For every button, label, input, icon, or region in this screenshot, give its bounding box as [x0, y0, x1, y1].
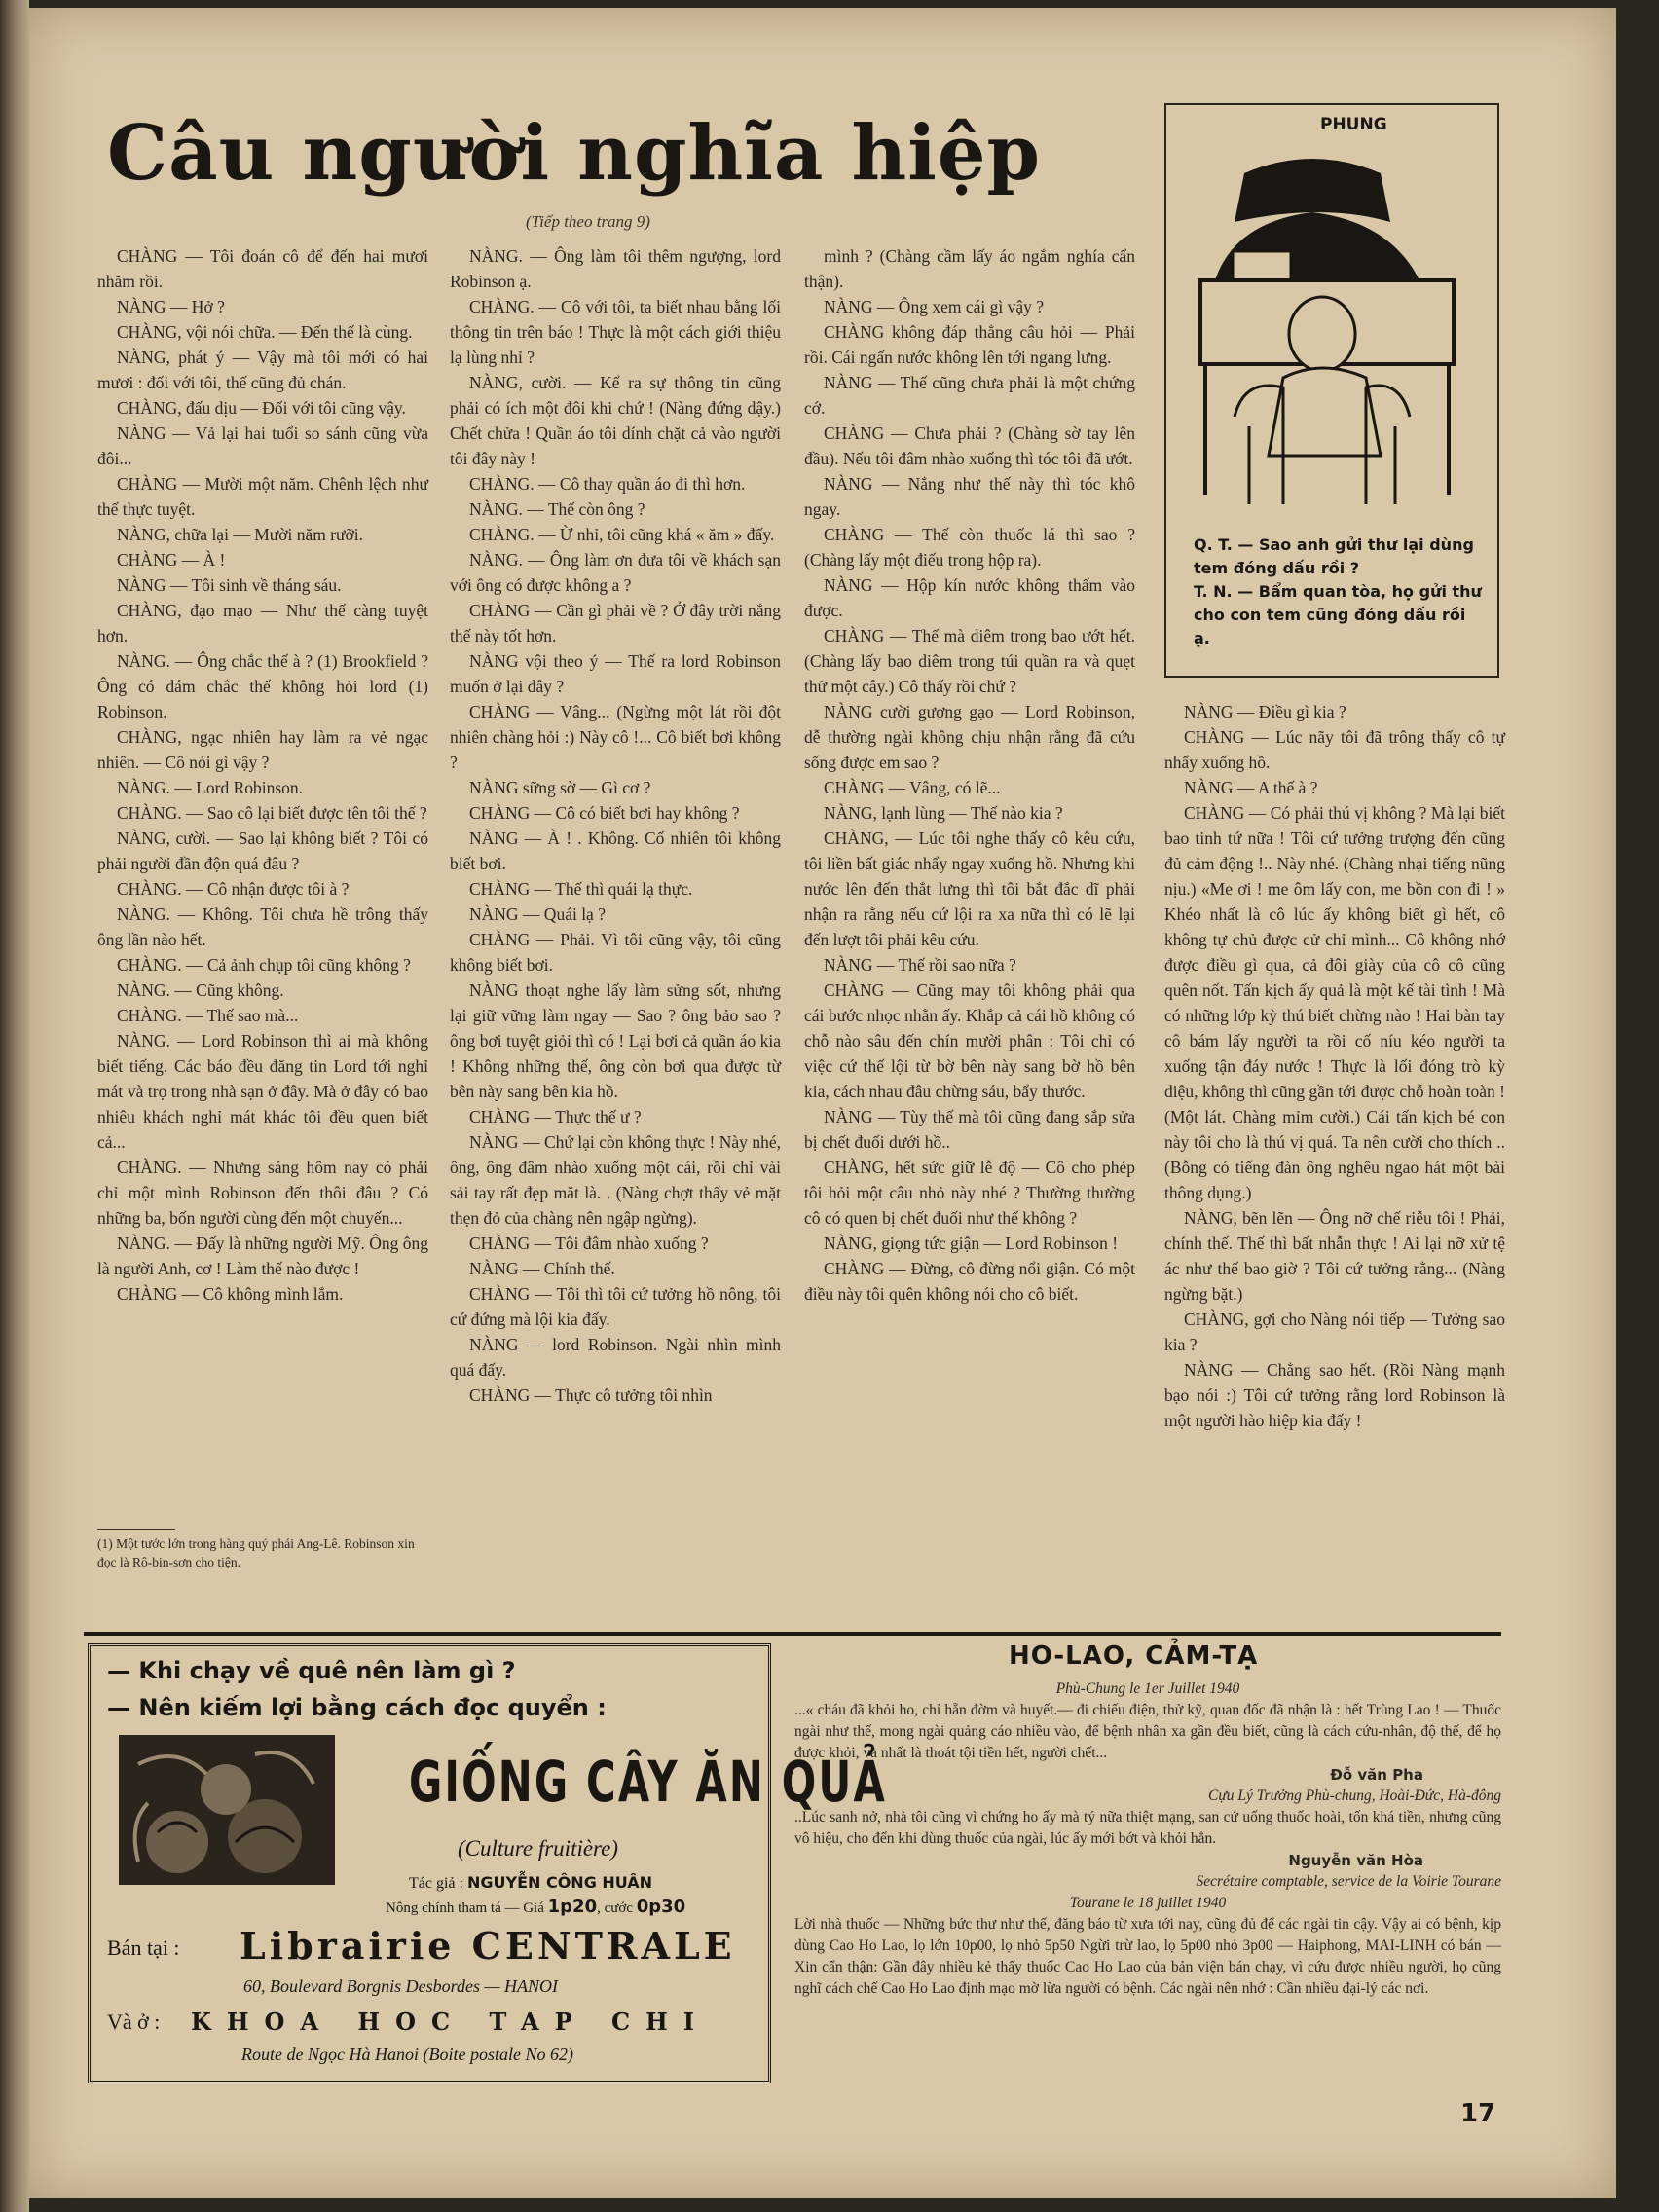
pharmacy-notice: Lời nhà thuốc — Những bức thư như thế, đăng báo từ xưa tới nay, cũng đủ để các ngài tin cậy. Vậy ai có bệnh, kịp dùng Cao Ho Lao, lọ lớn 10p00, lọ nhỏ 5p50 Ngừi trừ lao, lọ 5p00 nhỏ 3p00 — Haiphong, MAI-LINH có bán — Xin cẩn thận: Gần đây nhiều kẻ thấy thuốc Cao Ho Lao của bản viện bán chạy, vì cứu được nhiều người, họ cũng nghĩ cách chế Cao Ho Lao định mạo mờ lừa người có bệnh. Các ngài nên nhớ : Cần nhiều đại-lý các nơi.: [794, 1916, 1501, 1997]
dialogue-line: NÀNG. — Thế còn ông ?: [469, 499, 645, 519]
dialogue-line: NÀNG — Vả lại hai tuổi so sánh cũng vừa đôi...: [97, 424, 428, 468]
dialogue-line: NÀNG cười gượng gạo — Lord Robinson, dễ thường ngài không chịu nhận rằng đã cứu sống được em sao ?: [804, 702, 1135, 772]
dialogue-line: NÀNG — Chứ lại còn không thực ! Này nhé, ông, ông đâm nhào xuống một cái, rồi chỉ vài sải tay rất đẹp mắt là. . (Nàng chợt thấy vẻ mặt thẹn đỏ của chàng nên ngập ngừng).: [450, 1132, 781, 1228]
dialogue-line: CHÀNG — Tôi đoán cô để đến hai mươi nhăm rồi.: [97, 246, 428, 291]
cartoon-caption: [1194, 534, 1486, 650]
article-title: Câu người nghĩa hiệp: [107, 109, 1042, 198]
dialogue-line: NÀNG. — Ông làm ơn đưa tôi về khách sạn với ông có được không a ?: [450, 550, 781, 595]
dialogue-line: CHÀNG. — Thế sao mà...: [117, 1006, 299, 1025]
dialogue-line: NÀNG — Tùy thế mà tôi cũng đang sắp sửa bị chết đuối dưới hồ..: [804, 1107, 1135, 1152]
dialogue-line: CHÀNG — Vâng, có lẽ...: [824, 778, 1001, 797]
dialogue-line: CHÀNG — Cô có biết bơi hay không ?: [469, 803, 740, 823]
dialogue-line: CHÀNG — Vâng... (Ngừng một lát rồi đột nhiên chàng hỏi :) Này cô !... Cô biết bơi không ?: [450, 702, 781, 772]
dialogue-line: CHÀNG — Phải. Vì tôi cũng vậy, tôi cũng không biết bơi.: [450, 930, 781, 975]
dialogue-line: NÀNG — Thế cũng chưa phải là một chứng cớ.: [804, 373, 1135, 418]
dialogue-line: CHÀNG — Tôi thì tôi cứ tưởng hồ nông, tôi cứ đứng mà lội kia đấy.: [450, 1284, 781, 1329]
caption-question: Q. T. — Sao anh gửi thư lại dùng tem đóng dấu rồi ?: [1194, 535, 1474, 577]
ad-headline-2: — Nên kiếm lợi bằng cách đọc quyển :: [107, 1694, 607, 1721]
dialogue-line: NÀNG — Chẳng sao hết. (Rồi Nàng mạnh bạo nói :) Tôi cứ tưởng rằng lord Robinson là một người hào hiệp kia đấy !: [1164, 1360, 1505, 1430]
dialogue-line: CHÀNG, đạo mạo — Như thế càng tuyệt hơn.: [97, 601, 428, 645]
consult-label: Nông chính tham tá — Giá: [386, 1900, 544, 1916]
dialogue-line: NÀNG — lord Robinson. Ngài nhìn mình quá đấy.: [450, 1335, 781, 1380]
dialogue-line: NÀNG, phát ý — Vậy mà tôi mới có hai mươi : đối với tôi, thế cũng đủ chán.: [97, 348, 428, 392]
dialogue-line: CHÀNG. — Sao cô lại biết được tên tôi thế ?: [117, 803, 427, 823]
book-author-line: [409, 1873, 652, 1893]
book-price-line: [386, 1897, 685, 1917]
holao-ad-body: [794, 1678, 1501, 2000]
testimonial-1-text: ...« cháu đã khỏi ho, chỉ hẵn đờm và huyết.— đi chiếu điện, thử kỹ, quan đốc đã nhận là : hết Trùng Lao ! — Thuốc ngài như thế, mong ngài quảng cáo nhiều vào, để bệnh nhân xa gần đều biết, cũng là cách cứu-nhân, độ thế, để họ được khỏi, và nhất là thoát tội tiền hết, người chết...: [794, 1702, 1501, 1761]
dialogue-line: CHÀNG — Lúc nãy tôi đã trông thấy cô tự nhẩy xuống hồ.: [1164, 727, 1505, 772]
footnote: (1) Một tước lớn trong hàng quý phái Ang-Lê. Robinson xin đọc là Rô-bin-sơn cho tiện.: [97, 1536, 415, 1569]
dialogue-line: NÀNG — Thế rồi sao nữa ?: [824, 955, 1016, 975]
section-divider: [84, 1632, 1501, 1636]
testimonial-2-role: Secrétaire comptable, service de la Voirie Tourane: [1196, 1873, 1501, 1890]
dialogue-line: CHÀNG — Chưa phải ? (Chàng sờ tay lên đầu). Nếu tôi đâm nhào xuống thì tóc tôi đã ướt.: [804, 424, 1135, 468]
dialogue-line: NÀNG — Ông xem cái gì vậy ?: [824, 297, 1044, 316]
dialogue-line: NÀNG. — Ông làm tôi thêm ngượng, lord Robinson ạ.: [450, 246, 781, 291]
fruit-woodcut-illustration: [119, 1735, 335, 1885]
caption-answer: T. N. — Bẩm quan tòa, họ gửi thư cho con tem cũng đóng dấu rồi ạ.: [1194, 582, 1482, 647]
dialogue-line: NÀNG. — Cũng không.: [117, 980, 284, 1000]
dialogue-line: CHÀNG, ngạc nhiên hay làm ra vẻ ngạc nhiên. — Cô nói gì vậy ?: [97, 727, 428, 772]
dialogue-line: CHÀNG — Cô không mình lắm.: [117, 1284, 344, 1304]
dialogue-line: CHÀNG, vội nói chữa. — Đến thế là cùng.: [117, 322, 413, 342]
dialogue-line: CHÀNG — Đừng, cô đừng nổi giận. Có một điều này tôi quên không nói cho cô biết.: [804, 1259, 1135, 1304]
dialogue-line: mình ? (Chàng cầm lấy áo ngắm nghía cẩn thận).: [804, 246, 1135, 291]
testimonial-1-place: Phù-Chung le 1er Juillet 1940: [1055, 1680, 1240, 1697]
dialogue-line: CHÀNG. — Cô với tôi, ta biết nhau bằng lối thông tin trên báo ! Thực là một cách giới thiệu lạ lùng nhỉ ?: [450, 297, 781, 367]
dialogue-line: NÀNG — Hộp kín nước không thấm vào được.: [804, 575, 1135, 620]
article-column-2: [450, 243, 781, 1408]
dialogue-line: CHÀNG, đấu dịu — Đối với tôi cũng vậy.: [117, 398, 406, 418]
testimonial-2-place: Tourane le 18 juillet 1940: [1069, 1895, 1227, 1911]
dialogue-line: NÀNG. — Lord Robinson thì ai mà không biết tiếng. Các báo đều đăng tin Lord tới nghỉ mát và trọ trong nhà sạn ở đây. Mà ở đây có bao nhiêu khách nghỉ mát khác tôi đều quen biết cả...: [97, 1031, 428, 1152]
dialogue-line: NÀNG — A thế à ?: [1184, 778, 1318, 797]
and-label: Và ở :: [107, 2009, 161, 2034]
dialogue-line: NÀNG. — Không. Tôi chưa hề trông thấy ông lần nào hết.: [97, 904, 428, 949]
second-store-name: KHOA HOC TAP CHI: [191, 2008, 711, 2036]
postage-label: , cước: [597, 1900, 633, 1916]
dialogue-line: NÀNG. — Lord Robinson.: [117, 778, 304, 797]
testimonial-1-signature: Đỗ văn Pha: [1330, 1766, 1423, 1784]
store-address: 60, Boulevard Borgnis Desbordes — HANOI: [243, 1976, 558, 1996]
dialogue-line: CHÀNG, hết sức giữ lễ độ — Cô cho phép tôi hỏi một câu nhỏ này nhé ? Thường thường cô có quen bị chết đuối như thế không ?: [804, 1158, 1135, 1228]
dialogue-line: NÀNG, cười. — Sao lại không biết ? Tôi có phải người đần độn quá đâu ?: [97, 829, 428, 873]
postage-value: 0p30: [636, 1897, 686, 1917]
dialogue-line: NÀNG — Nắng như thế này thì tóc khô ngay.: [804, 474, 1135, 519]
dialogue-line: CHÀNG. — Cô thay quần áo đi thì hơn.: [469, 474, 746, 494]
dialogue-line: NÀNG vội theo ý — Thế ra lord Robinson muốn ở lại đây ?: [450, 651, 781, 696]
author-name: NGUYỄN CÔNG HUÂN: [466, 1873, 653, 1892]
dialogue-line: NÀNG thoạt nghe lấy làm sửng sốt, nhưng lại giữ vững làm ngay — Sao ? ông bảo sao ? ông bơi tuyệt giỏi thì có ! Lại bơi cả quần áo kia ! Không những thế, ông còn bơi qua được từ bên này sang bên kia hồ.: [450, 980, 781, 1101]
dialogue-line: NÀNG. — Đấy là những người Mỹ. Ông ông là người Anh, cơ ! Làm thế nào được !: [97, 1234, 428, 1278]
dialogue-line: CHÀNG. — Nhưng sáng hôm nay có phải chỉ một mình Robinson đến thôi đâu ? Có những ba, bốn người cùng đến một chuyến...: [97, 1158, 428, 1228]
dialogue-line: NÀNG sững sờ — Gì cơ ?: [469, 778, 651, 797]
article-column-4: [1164, 699, 1505, 1433]
page-number: 17: [1460, 2099, 1496, 2128]
testimonial-2-text: ..Lúc sanh nở, nhà tôi cũng vì chứng ho ấy mà tý nữa thiệt mạng, san cứ uống thuốc hoài, tốn khá tiền, nhưng cũng vô hiệu, cho đến khi dùng thuốc của ngài, lúc ấy mới bớt và khỏi hẳn.: [794, 1809, 1501, 1847]
dialogue-line: NÀNG — À ! . Không. Cố nhiên tôi không biết bơi.: [450, 829, 781, 873]
dialogue-line: CHÀNG. — Cả ảnh chụp tôi cũng không ?: [117, 955, 411, 975]
continued-note: (Tiếp theo trang 9): [526, 212, 650, 231]
dialogue-line: NÀNG, giọng tức giận — Lord Robinson !: [824, 1234, 1119, 1253]
footnote-rule: [97, 1529, 175, 1530]
dialogue-line: NÀNG, bẽn lẽn — Ông nỡ chế riễu tôi ! Phải, chính thế. Thế thì bất nhẫn thực ! Ai lại nỡ xử tệ ác như thế bao giờ ? Tôi cứ tưởng rằng... (Nàng ngừng bặt.): [1164, 1208, 1505, 1304]
author-label: Tác giả :: [409, 1875, 463, 1892]
holao-ad-title: HO-LAO, CẢM-TẠ: [1009, 1641, 1259, 1671]
dialogue-line: CHÀNG — Thực thế ư ?: [469, 1107, 642, 1126]
dialogue-line: CHÀNG — Thực cô tưởng tôi nhìn: [469, 1385, 713, 1405]
dialogue-line: CHÀNG, — Lúc tôi nghe thấy cô kêu cứu, tôi liền bất giác nhẩy ngay xuống hồ. Nhưng khi nước lên đến thắt lưng thì tôi bắt đắc dĩ phải nhận ra rằng nếu cứ lội ra xa nữa thì có lẽ lại đến lượt tôi phải kêu cứu.: [804, 829, 1135, 949]
dialogue-line: NÀNG — Tôi sinh về tháng sáu.: [117, 575, 342, 595]
dialogue-line: NÀNG — Điều gì kia ?: [1184, 702, 1346, 721]
dialogue-line: CHÀNG — Cũng may tôi không phải qua cái bước nhọc nhằn ấy. Khắp cả cái hồ không có chỗ nào sâu đến chín mười phân : Tôi chỉ có việc cứ thế lội từ bờ bên này sang bờ hồ bên kia, cách nhau đâu chừng sáu, bẩy thước.: [804, 980, 1135, 1101]
dialogue-line: CHÀNG — Cần gì phải về ? Ở đây trời nắng thế này tốt hơn.: [450, 601, 781, 645]
cartoon-signature: PHUNG: [1320, 115, 1387, 134]
testimonial-1-role: Cựu Lý Trưởng Phù-chung, Hoài-Đức, Hà-đông: [1208, 1788, 1501, 1804]
dialogue-line: NÀNG. — Ông chắc thế à ? (1) Brookfield ? Ông có dám chắc thế không hỏi lord (1) Robinson.: [97, 651, 428, 721]
dialogue-line: CHÀNG — Thế thì quái lạ thực.: [469, 879, 693, 899]
cartoon-illustration: [1176, 134, 1484, 524]
article-column-1: [97, 243, 428, 1307]
book-title: GIỐNG CÂY ĂN QUẢ: [409, 1749, 887, 1815]
dialogue-line: NÀNG, cười. — Kể ra sự thông tin cũng phải có ích một đôi khi chứ ! (Nàng đứng dậy.) Chết chửa ! Quần áo tôi dính chặt cả vào người tôi đây này !: [450, 373, 781, 468]
dialogue-line: CHÀNG — Tôi đâm nhào xuống ?: [469, 1234, 709, 1253]
price-value: 1p20: [547, 1897, 598, 1917]
dialogue-line: CHÀNG — Có phải thú vị không ? Mà lại biết bao tinh tứ nữa ! Tôi cứ tưởng trượng đến cũng đủ cảm động !.. Này nhé. (Chàng nhại tiếng nũng nịu.) «Me ơi ! me ôm lấy con, me bồn con đi ! » Khéo nhất là cô lúc ấy không biết gì hết, cô không tự chủ được cử chỉ mình... Cô không nhớ được điều gì qua, cả đôi giày của cô cô cũng quên nốt. Tấn kịch ấy quả là một kế tài tình ! Mà có những lớp kỳ thú biết chừng nào ! Hai bàn tay cô bám lấy người ta rồi cố níu kéo người ta xuống tận đáy nước ! Thực là lối đóng trò kỳ diệu, không thì cũng gần tới được chỗ hoàn toàn ! (Một lát. Chàng mỉm cười.) Cái tấn kịch bé con này tôi cho là thú vị quá. Ta nên cười cho thích .. (Bỗng có tiếng đàn ông nghêu ngao hát một bài thông dụng.): [1164, 803, 1505, 1202]
article-column-3: [804, 243, 1135, 1307]
dialogue-line: NÀNG — Quái lạ ?: [469, 904, 606, 924]
second-store-address: Route de Ngọc Hà Hanoi (Boite postale No 62): [241, 2045, 573, 2064]
dialogue-line: CHÀNG — À !: [117, 550, 226, 570]
dialogue-line: CHÀNG, gợi cho Nàng nói tiếp — Tưởng sao kia ?: [1164, 1309, 1505, 1354]
dialogue-line: CHÀNG. — Ừ nhỉ, tôi cũng khá « ăm » đấy.: [469, 525, 775, 544]
dialogue-line: NÀNG — Chính thế.: [469, 1259, 615, 1278]
sold-at-label: Bán tại :: [107, 1936, 180, 1960]
ad-headline-1: — Khi chạy về quê nên làm gì ?: [107, 1657, 516, 1684]
book-subtitle: (Culture fruitière): [458, 1836, 619, 1861]
dialogue-line: NÀNG — Hở ?: [117, 297, 225, 316]
dialogue-line: CHÀNG không đáp thẳng câu hỏi — Phải rồi. Cái ngấn nước không lên tới ngang lưng.: [804, 322, 1135, 367]
store-name: Librairie CENTRALE: [240, 1924, 736, 1968]
dialogue-line: NÀNG, chữa lại — Mười năm rưỡi.: [117, 525, 364, 544]
dialogue-line: CHÀNG — Thế còn thuốc lá thì sao ? (Chàng lấy một điếu trong hộp ra).: [804, 525, 1135, 570]
dialogue-line: CHÀNG — Mười một năm. Chênh lệch như thế thực tuyệt.: [97, 474, 428, 519]
dialogue-line: NÀNG, lạnh lùng — Thế nào kia ?: [824, 803, 1063, 823]
dialogue-line: CHÀNG. — Cô nhận được tôi à ?: [117, 879, 350, 899]
testimonial-2-signature: Nguyễn văn Hòa: [1288, 1852, 1423, 1869]
dialogue-line: CHÀNG — Thế mà diêm trong bao ướt hết. (Chàng lấy bao diêm trong túi quần ra và quẹt thử một cây.) Cô thấy rồi chứ ?: [804, 626, 1135, 696]
book-binding: [0, 0, 29, 2212]
